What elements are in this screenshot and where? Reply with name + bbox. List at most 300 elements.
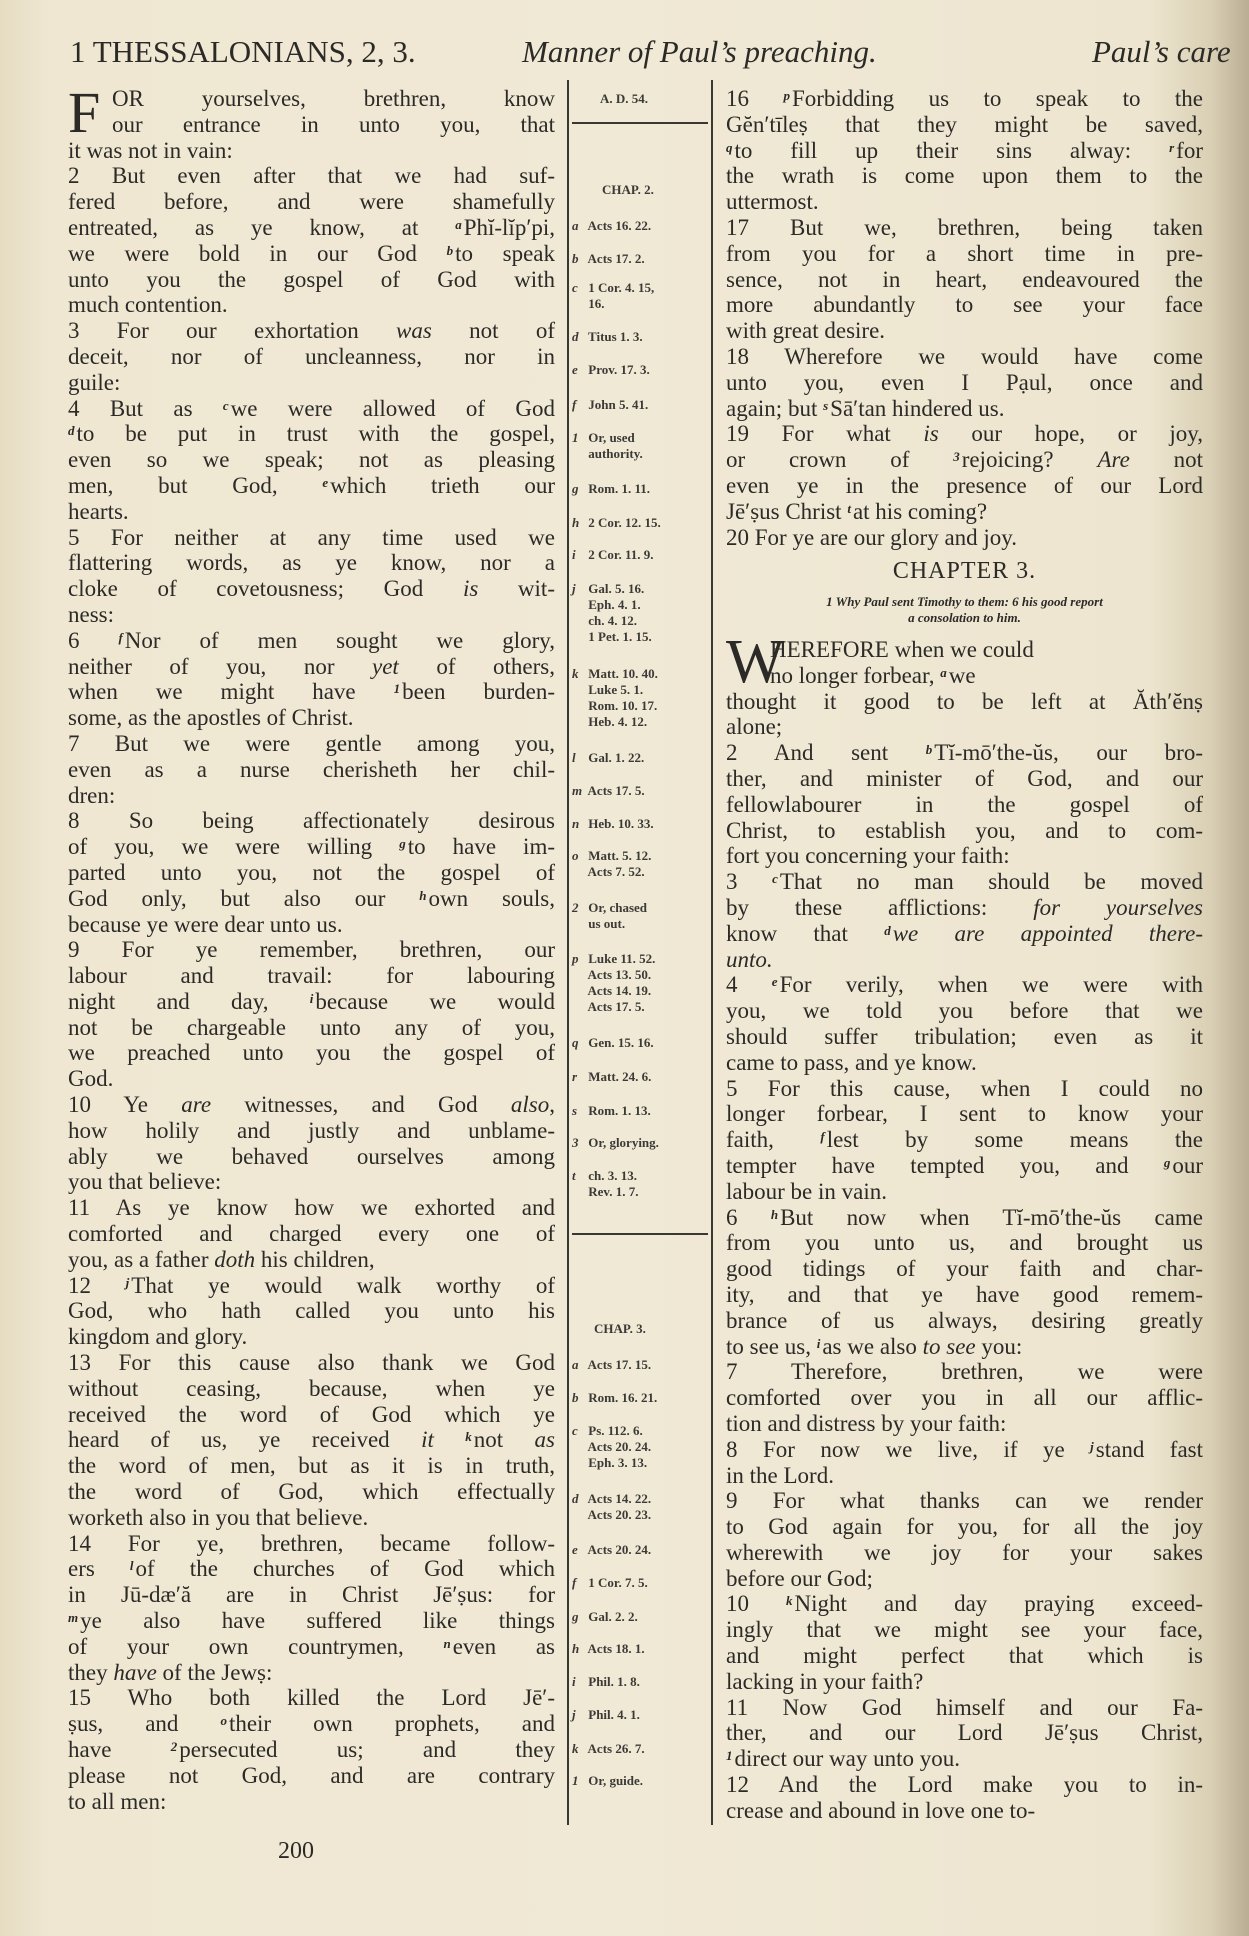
text-line: 20 For ye are our glory and joy. bbox=[726, 524, 1018, 550]
text-line: sence, not in heart, endeavoured the bbox=[726, 266, 1203, 292]
margin-reference-ch2-3 bbox=[572, 1135, 712, 1151]
italic-text: to see bbox=[922, 1333, 976, 1359]
reference-line: e Acts 20. 24. bbox=[572, 1541, 652, 1557]
reference-line: h Acts 18. 1. bbox=[572, 1640, 645, 1656]
right-text-column-chapter-3 bbox=[726, 628, 1203, 1824]
text-line: guile: bbox=[68, 369, 121, 395]
margin-reference-ch2-s bbox=[572, 1103, 712, 1119]
reference-line: 1 Pet. 1. 15. bbox=[585, 628, 652, 644]
right-text-column-chapter-2 bbox=[726, 86, 1203, 550]
text-line: in the Lord. bbox=[726, 1462, 834, 1488]
reference-line: b Rom. 16. 21. bbox=[572, 1390, 658, 1406]
reference-line: 16. bbox=[585, 295, 605, 311]
text-line: 9 For ye remember, brethren, our bbox=[68, 937, 555, 963]
chapter-3-heading: CHAPTER 3. bbox=[892, 558, 1037, 584]
text-line: to God again for you, for all the joy bbox=[726, 1514, 1203, 1540]
reference-key: k bbox=[572, 665, 579, 681]
reference-marker: a bbox=[940, 664, 947, 680]
reference-key: m bbox=[572, 782, 583, 798]
margin-rule bbox=[572, 122, 708, 124]
text-line: 12 $^j$That ye would walk worthy of bbox=[68, 1272, 555, 1298]
text-line: the word of God, which effectually bbox=[68, 1479, 555, 1505]
text-line: unto you, even I Pạul, once and bbox=[726, 369, 1203, 395]
reference-line: Acts 17. 5. bbox=[585, 998, 645, 1014]
reference-marker: e bbox=[771, 974, 778, 990]
margin-reference-ch3-g bbox=[572, 1609, 712, 1625]
text-line: brance of us always, desiring greatly bbox=[726, 1307, 1203, 1333]
reference-key: i bbox=[572, 1673, 576, 1689]
text-line: HEREFORE when we could bbox=[770, 637, 1034, 662]
reference-marker: d bbox=[68, 423, 75, 439]
text-line: unto you the gospel of God with bbox=[68, 266, 555, 292]
text-line: more abundantly to see your face bbox=[726, 292, 1203, 318]
text-line: flattering words, as ye know, nor a bbox=[68, 550, 555, 576]
reference-key: g bbox=[572, 480, 579, 496]
italic-text: for yourselves bbox=[1033, 894, 1203, 920]
margin-reference-ch3-k bbox=[572, 1741, 712, 1757]
margin-reference-ch2-i bbox=[572, 547, 712, 563]
text-line: Jē′ṣus Christ $^t$at his coming? bbox=[726, 498, 988, 524]
reference-line: i Phil. 1. 8. bbox=[572, 1673, 640, 1689]
text-line: when we might have $^1$been burden- bbox=[68, 679, 555, 705]
text-line: labour and travail: for labouring bbox=[68, 963, 555, 989]
text-line: how holily and justly and unblame- bbox=[68, 1117, 555, 1143]
text-line: 10 $^k$Night and day praying exceed- bbox=[726, 1591, 1203, 1617]
reference-marker: f bbox=[820, 1129, 825, 1145]
text-line: of you, we were willing $^g$to have im- bbox=[68, 834, 555, 860]
reference-key: n bbox=[572, 816, 580, 832]
reference-key: 2 bbox=[572, 900, 579, 916]
text-line: some, as the apostles of Christ. bbox=[68, 705, 354, 731]
reference-key: r bbox=[572, 1069, 578, 1085]
reference-line: f 1 Cor. 7. 5. bbox=[572, 1575, 648, 1591]
text-line: fered before, and were shamefully bbox=[68, 189, 555, 215]
margin-reference-ch2-k bbox=[572, 666, 712, 730]
text-line: tion and distress by your faith: bbox=[726, 1410, 1007, 1436]
text-line: you that believe: bbox=[68, 1169, 222, 1195]
reference-marker: q bbox=[726, 139, 733, 155]
reference-line: authority. bbox=[585, 446, 643, 462]
reference-line: 1 Or, used bbox=[572, 430, 635, 446]
reference-line: Acts 13. 50. bbox=[585, 966, 652, 982]
text-line: ably we behaved ourselves among bbox=[68, 1143, 555, 1169]
text-line: 10 Ye are witnesses, and God also, bbox=[68, 1092, 555, 1118]
margin-reference-ch2-2 bbox=[572, 900, 712, 932]
margin-reference-ch2-a bbox=[572, 218, 712, 234]
reference-marker: k bbox=[465, 1429, 472, 1445]
reference-key: p bbox=[572, 950, 579, 966]
reference-line: Acts 20. 23. bbox=[585, 1507, 652, 1523]
text-line: Gĕn′tīleṣ that they might be saved, bbox=[726, 111, 1203, 137]
reference-line: m Acts 17. 5. bbox=[572, 782, 645, 798]
margin-reference-ch3-f bbox=[572, 1575, 712, 1591]
italic-text: it bbox=[421, 1427, 434, 1453]
reference-key: f bbox=[572, 396, 577, 412]
text-line: not be chargeable unto any of you, bbox=[68, 1014, 555, 1040]
text-line: 5 For this cause, when I could no bbox=[726, 1075, 1203, 1101]
text-line: God only, but also our $^h$own souls, bbox=[68, 885, 555, 911]
reference-marker: 2 bbox=[170, 1739, 178, 1754]
text-line: $^q$to fill up their sins alway: $^r$for bbox=[726, 137, 1203, 163]
reference-marker: k bbox=[786, 1593, 793, 1609]
margin-reference-ch2-t bbox=[572, 1168, 712, 1200]
text-line: uttermost. bbox=[726, 189, 819, 215]
reference-line: e Prov. 17. 3. bbox=[572, 362, 650, 378]
margin-reference-ch3-h bbox=[572, 1641, 712, 1657]
reference-key: k bbox=[572, 1740, 579, 1756]
text-line: ingly that we might see your face, bbox=[726, 1617, 1203, 1643]
text-line: because ye were dear unto us. bbox=[68, 911, 343, 937]
text-line: fellowlabourer in the gospel of bbox=[726, 791, 1203, 817]
reference-marker: i bbox=[816, 1335, 821, 1351]
reference-marker: n bbox=[443, 1635, 451, 1651]
reference-marker: t bbox=[847, 500, 851, 516]
reference-line: c 1 Cor. 4. 15, bbox=[572, 279, 655, 295]
reference-key: a bbox=[572, 217, 579, 233]
text-line: 12 And the Lord make you to in- bbox=[726, 1772, 1203, 1798]
text-line: 15 Who both killed the Lord Jē′- bbox=[68, 1685, 555, 1711]
reference-marker: l bbox=[129, 1558, 134, 1574]
text-line: much contention. bbox=[68, 292, 228, 318]
margin-reference-ch2-l bbox=[572, 750, 712, 766]
reference-line: j Gal. 5. 16. bbox=[572, 580, 645, 596]
text-line: no longer forbear, $^a$we bbox=[770, 662, 976, 688]
margin-reference-ch2-1 bbox=[572, 430, 712, 462]
margin-date: A. D. 54. bbox=[600, 91, 649, 106]
text-line: fort you concerning your faith: bbox=[726, 843, 1010, 869]
text-line: from you for a short time in pre- bbox=[726, 240, 1203, 266]
reference-line: Eph. 3. 13. bbox=[585, 1455, 648, 1471]
text-line: received the word of God which ye bbox=[68, 1401, 555, 1427]
text-line: God. bbox=[68, 1066, 114, 1092]
reference-key: e bbox=[572, 1541, 578, 1557]
reference-line: Acts 7. 52. bbox=[585, 864, 645, 880]
reference-line: Heb. 4. 12. bbox=[585, 713, 648, 729]
text-line: they have of the Jewṣ: bbox=[68, 1659, 273, 1685]
reference-line: d Titus 1. 3. bbox=[572, 328, 643, 344]
text-line: 4 But as $^c$we were allowed of God bbox=[68, 395, 555, 421]
text-line: 19 For what is our hope, or joy, bbox=[726, 421, 1203, 447]
reference-marker: h bbox=[419, 887, 427, 903]
text-line: labour be in vain. bbox=[726, 1178, 887, 1204]
left-text-column bbox=[68, 80, 555, 1814]
text-line: parted unto you, not the gospel of bbox=[68, 859, 555, 885]
section-title: Manner of Paul’s preaching. bbox=[522, 34, 877, 69]
margin-reference-ch2-o bbox=[572, 848, 712, 880]
text-line: before our God; bbox=[726, 1565, 873, 1591]
text-line: 13 For this cause also thank we God bbox=[68, 1350, 555, 1376]
text-line: came to pass, and ye know. bbox=[726, 1049, 977, 1075]
reference-line: i 2 Cor. 11. 9. bbox=[572, 547, 654, 563]
reference-line: k Matt. 10. 40. bbox=[572, 665, 658, 681]
text-line: 5 For neither at any time used we bbox=[68, 524, 555, 550]
text-line: 6 $^h$But now when Tĭ-mō′the-ŭs came bbox=[726, 1204, 1203, 1230]
reference-key: e bbox=[572, 362, 578, 378]
reference-line: h 2 Cor. 12. 15. bbox=[572, 515, 661, 531]
reference-key: j bbox=[572, 1707, 576, 1723]
italic-text: was bbox=[396, 318, 432, 344]
reference-line: Acts 14. 19. bbox=[585, 982, 652, 998]
reference-line: a Acts 17. 15. bbox=[572, 1356, 652, 1372]
text-line: faith, $^f$lest by some means the bbox=[726, 1127, 1203, 1153]
text-line: 16 $^p$Forbidding us to speak to the bbox=[726, 86, 1203, 111]
summary-line: 1 Why Paul sent Timothy to them: 6 his good report bbox=[826, 594, 1103, 609]
italic-text: unto. bbox=[726, 946, 773, 972]
text-line: comforted over you in all our afflic- bbox=[726, 1385, 1203, 1411]
text-line: have $^2$persecuted us; and they bbox=[68, 1737, 555, 1762]
text-line: of your own countrymen, $^n$even as bbox=[68, 1633, 555, 1659]
text-line: Christ, to establish you, and to com- bbox=[726, 817, 1203, 843]
margin-reference-ch2-f bbox=[572, 397, 712, 413]
margin-reference-ch3-b bbox=[572, 1390, 712, 1406]
text-line: crease and abound in love one to- bbox=[726, 1797, 1036, 1823]
reference-key: i bbox=[572, 547, 576, 563]
page-number: 200 bbox=[278, 1838, 314, 1864]
text-line: 2 And sent $^b$Tĭ-mō′the-ŭs, our bro- bbox=[726, 740, 1203, 766]
reference-line: t ch. 3. 13. bbox=[572, 1168, 637, 1183]
italic-text: yet bbox=[372, 653, 399, 679]
text-line: 17 But we, brethren, being taken bbox=[726, 214, 1203, 240]
summary-line: a consolation to him. bbox=[908, 610, 1021, 625]
text-line: 4 $^e$For verily, when we were with bbox=[726, 972, 1203, 998]
margin-reference-ch3-j bbox=[572, 1707, 712, 1723]
reference-key: h bbox=[572, 1640, 580, 1656]
reference-line: us out. bbox=[585, 916, 626, 932]
reference-marker: o bbox=[220, 1713, 227, 1729]
reference-key: f bbox=[572, 1575, 577, 1591]
drop-cap: W bbox=[726, 628, 785, 696]
margin-reference-ch2-m bbox=[572, 783, 712, 799]
text-line: our entrance in unto you, that bbox=[112, 111, 555, 137]
reference-key: o bbox=[572, 848, 579, 864]
reference-key: l bbox=[572, 749, 576, 765]
reference-marker: i bbox=[309, 990, 314, 1006]
reference-line: k Acts 26. 7. bbox=[572, 1740, 645, 1756]
text-line: to see us, $^i$as we also to see you: bbox=[726, 1333, 1023, 1359]
reference-key: t bbox=[572, 1168, 576, 1183]
margin-reference-ch3-e bbox=[572, 1542, 712, 1558]
reference-line: l Gal. 1. 22. bbox=[572, 749, 645, 765]
reference-marker: e bbox=[322, 474, 329, 490]
reference-line: s Rom. 1. 13. bbox=[572, 1102, 651, 1118]
margin-reference-ch2-g bbox=[572, 481, 712, 497]
reference-key: d bbox=[572, 328, 579, 344]
margin-reference-ch2-j bbox=[572, 581, 712, 645]
margin-reference-ch2-p bbox=[572, 951, 712, 1015]
reference-key: d bbox=[572, 1491, 579, 1507]
reference-marker: m bbox=[68, 1610, 79, 1626]
text-line: deceit, nor of uncleanness, nor in bbox=[68, 343, 555, 369]
text-line: worketh also in you that believe. bbox=[68, 1504, 369, 1530]
text-line: $^m$ye also have suffered like things bbox=[68, 1608, 555, 1634]
text-line: 6 $^f$Nor of men sought we glory, bbox=[68, 627, 555, 653]
text-line: entreated, as ye know, at $^a$Phĭ-lĭp′pi, bbox=[68, 214, 555, 240]
text-line: night and day, $^i$because we would bbox=[68, 988, 555, 1014]
reference-marker: d bbox=[884, 922, 891, 938]
margin-reference-ch2-r bbox=[572, 1069, 712, 1085]
text-line: it was not in vain: bbox=[68, 137, 233, 163]
italic-text: are bbox=[181, 1092, 212, 1118]
reference-key: 3 bbox=[572, 1134, 579, 1150]
text-line: $^1$direct our way unto you. bbox=[726, 1746, 960, 1772]
text-line: good tidings of your faith and char- bbox=[726, 1256, 1203, 1282]
reference-key: 1 bbox=[572, 1772, 579, 1788]
text-line: even so we speak; not as pleasing bbox=[68, 447, 555, 473]
reference-marker: h bbox=[770, 1206, 779, 1222]
italic-text: is bbox=[923, 421, 939, 447]
text-line: ers $^l$of the churches of God which bbox=[68, 1556, 555, 1582]
reference-marker: a bbox=[455, 216, 462, 232]
margin-reference-ch2-d bbox=[572, 329, 712, 345]
text-line: dren: bbox=[68, 782, 116, 808]
text-line: with great desire. bbox=[726, 318, 886, 344]
reference-marker: p bbox=[783, 88, 790, 103]
reference-key: c bbox=[572, 1423, 578, 1439]
column-divider-left bbox=[567, 80, 569, 1825]
text-line: even ye in the presence of our Lord bbox=[726, 472, 1203, 498]
margin-references bbox=[572, 0, 712, 1936]
text-line: tempter have tempted you, and $^g$our bbox=[726, 1152, 1203, 1178]
reference-marker: r bbox=[1169, 139, 1175, 155]
text-line: in Jū-dæ′ă are in Christ Jē′ṣus: for bbox=[68, 1582, 555, 1608]
text-line: 8 So being affectionately desirous bbox=[68, 808, 555, 834]
text-line: ṣus, and $^o$their own prophets, and bbox=[68, 1711, 555, 1737]
text-line: alone; bbox=[726, 714, 783, 740]
reference-marker: g bbox=[399, 836, 406, 852]
text-line: kingdom and glory. bbox=[68, 1324, 248, 1350]
text-line: even as a nurse cherisheth her chil- bbox=[68, 756, 555, 782]
reference-key: g bbox=[572, 1608, 579, 1624]
text-line: comforted and charged every one of bbox=[68, 1221, 555, 1247]
italic-text: as bbox=[534, 1427, 555, 1453]
reference-line: q Gen. 15. 16. bbox=[572, 1034, 654, 1050]
text-line: we preached unto you the gospel of bbox=[68, 1040, 555, 1066]
text-line: 18 Wherefore we would have come bbox=[726, 343, 1203, 369]
text-line: 9 For what thanks can we render bbox=[726, 1488, 1203, 1514]
text-line: know that $^d$we are appointed there- bbox=[726, 920, 1203, 946]
reference-marker: j bbox=[125, 1274, 130, 1290]
text-line: longer forbear, I sent to know your bbox=[726, 1101, 1203, 1127]
chap-2-label: CHAP. 2. bbox=[602, 182, 654, 197]
text-line: and might perfect that which is bbox=[726, 1643, 1203, 1669]
reference-line: r Matt. 24. 6. bbox=[572, 1069, 652, 1085]
text-line: from you unto us, and brought us bbox=[726, 1230, 1203, 1256]
reference-key: a bbox=[572, 1356, 579, 1372]
text-line: cloke of covetousness; God is wit- bbox=[68, 576, 555, 602]
reference-key: c bbox=[572, 279, 578, 295]
margin-reference-ch3-d bbox=[572, 1491, 712, 1523]
reference-marker: c bbox=[772, 871, 778, 887]
reference-line: g Gal. 2. 2. bbox=[572, 1608, 638, 1624]
chapter-summary bbox=[726, 594, 1203, 626]
reference-line: b Acts 17. 2. bbox=[572, 251, 645, 267]
text-line: please not God, and are contrary bbox=[68, 1762, 555, 1788]
margin-reference-ch2-b bbox=[572, 251, 712, 267]
text-line: 2 But even after that we had suf- bbox=[68, 163, 555, 189]
reference-line: ch. 4. 12. bbox=[585, 612, 637, 628]
text-line: 3 $^c$That no man should be moved bbox=[726, 869, 1203, 895]
reference-key: j bbox=[572, 580, 576, 596]
text-line: again; but $^s$Sā′tan hindered us. bbox=[726, 395, 1005, 421]
text-line: 11 As ye know how we exhorted and bbox=[68, 1195, 555, 1221]
book-chapter-title: 1 THESSALONIANS, 2, 3. bbox=[70, 34, 416, 69]
chap-3-label: CHAP. 3. bbox=[594, 1321, 646, 1336]
text-line: or crown of $^3$rejoicing? Are not bbox=[726, 447, 1203, 473]
reference-line: 1 Or, guide. bbox=[572, 1772, 644, 1788]
text-line: ther, and minister of God, and our bbox=[726, 765, 1203, 791]
reference-marker: f bbox=[118, 629, 123, 645]
margin-reference-ch2-n bbox=[572, 816, 712, 832]
text-line: you, we told you before that we bbox=[726, 998, 1203, 1024]
reference-line: c Ps. 112. 6. bbox=[572, 1423, 643, 1439]
text-line: OR yourselves, brethren, know bbox=[112, 86, 555, 111]
reference-marker: 1 bbox=[393, 681, 401, 697]
reference-line: 2 Or, chased bbox=[572, 900, 647, 916]
reference-marker: g bbox=[1163, 1154, 1171, 1170]
italic-text: doth bbox=[214, 1246, 256, 1272]
reference-line: o Matt. 5. 12. bbox=[572, 848, 652, 864]
italic-text: we are appointed there- bbox=[892, 920, 1203, 946]
reference-line: Rev. 1. 7. bbox=[585, 1184, 639, 1199]
italic-text: have bbox=[113, 1659, 157, 1685]
text-line: by these afflictions: for yourselves bbox=[726, 894, 1203, 920]
reference-key: b bbox=[572, 251, 579, 267]
text-line: should suffer tribulation; even as it bbox=[726, 1023, 1203, 1049]
text-line: 7 But we were gentle among you, bbox=[68, 730, 555, 756]
text-line: we were bold in our God $^b$to speak bbox=[68, 240, 555, 266]
section-title-right: Paul’s care bbox=[1092, 34, 1231, 69]
text-line: men, but God, $^e$which trieth our bbox=[68, 472, 555, 498]
reference-key: b bbox=[572, 1390, 579, 1406]
reference-line: Luke 5. 1. bbox=[585, 681, 644, 697]
text-line: thought it good to be left at Ăth′ĕnṣ bbox=[726, 688, 1203, 714]
reference-line: Rom. 10. 17. bbox=[585, 697, 658, 713]
italic-text: Are bbox=[1097, 447, 1130, 473]
margin-reference-ch2-c bbox=[572, 280, 712, 312]
text-line: to all men: bbox=[68, 1788, 167, 1814]
margin-rule bbox=[572, 1233, 708, 1235]
reference-line: a Acts 16. 22. bbox=[572, 217, 652, 233]
text-line: without ceasing, because, when ye bbox=[68, 1375, 555, 1401]
text-line: 11 Now God himself and our Fa- bbox=[726, 1694, 1203, 1720]
text-line: heard of us, ye received it $^k$not as bbox=[68, 1427, 555, 1453]
reference-key: q bbox=[572, 1034, 579, 1050]
margin-reference-ch3-c bbox=[572, 1423, 712, 1471]
text-line: the wrath is come upon them to the bbox=[726, 163, 1203, 189]
reference-line: Acts 20. 24. bbox=[585, 1439, 652, 1455]
reference-line: p Luke 11. 52. bbox=[572, 950, 656, 966]
reference-marker: 1 bbox=[726, 1748, 733, 1764]
text-line: wherewith we joy for your sakes bbox=[726, 1539, 1203, 1565]
text-line: ity, and that ye have good remem- bbox=[726, 1281, 1203, 1307]
text-line: ness: bbox=[68, 601, 114, 627]
text-line: you, as a father doth his children, bbox=[68, 1246, 375, 1272]
reference-key: h bbox=[572, 515, 580, 531]
text-line: lacking in your faith? bbox=[726, 1668, 924, 1694]
margin-reference-ch2-q bbox=[572, 1035, 712, 1051]
text-line: neither of you, nor yet of others, bbox=[68, 653, 555, 679]
reference-marker: 3 bbox=[953, 449, 960, 465]
text-line: 3 For our exhortation was not of bbox=[68, 318, 555, 344]
reference-line: Eph. 4. 1. bbox=[585, 596, 641, 612]
text-line: hearts. bbox=[68, 498, 129, 524]
drop-cap: F bbox=[68, 80, 101, 145]
reference-line: f John 5. 41. bbox=[572, 396, 649, 412]
margin-reference-ch2-h bbox=[572, 515, 712, 531]
reference-line: g Rom. 1. 11. bbox=[572, 480, 650, 496]
reference-marker: b bbox=[446, 242, 454, 258]
italic-text: also bbox=[510, 1092, 550, 1118]
